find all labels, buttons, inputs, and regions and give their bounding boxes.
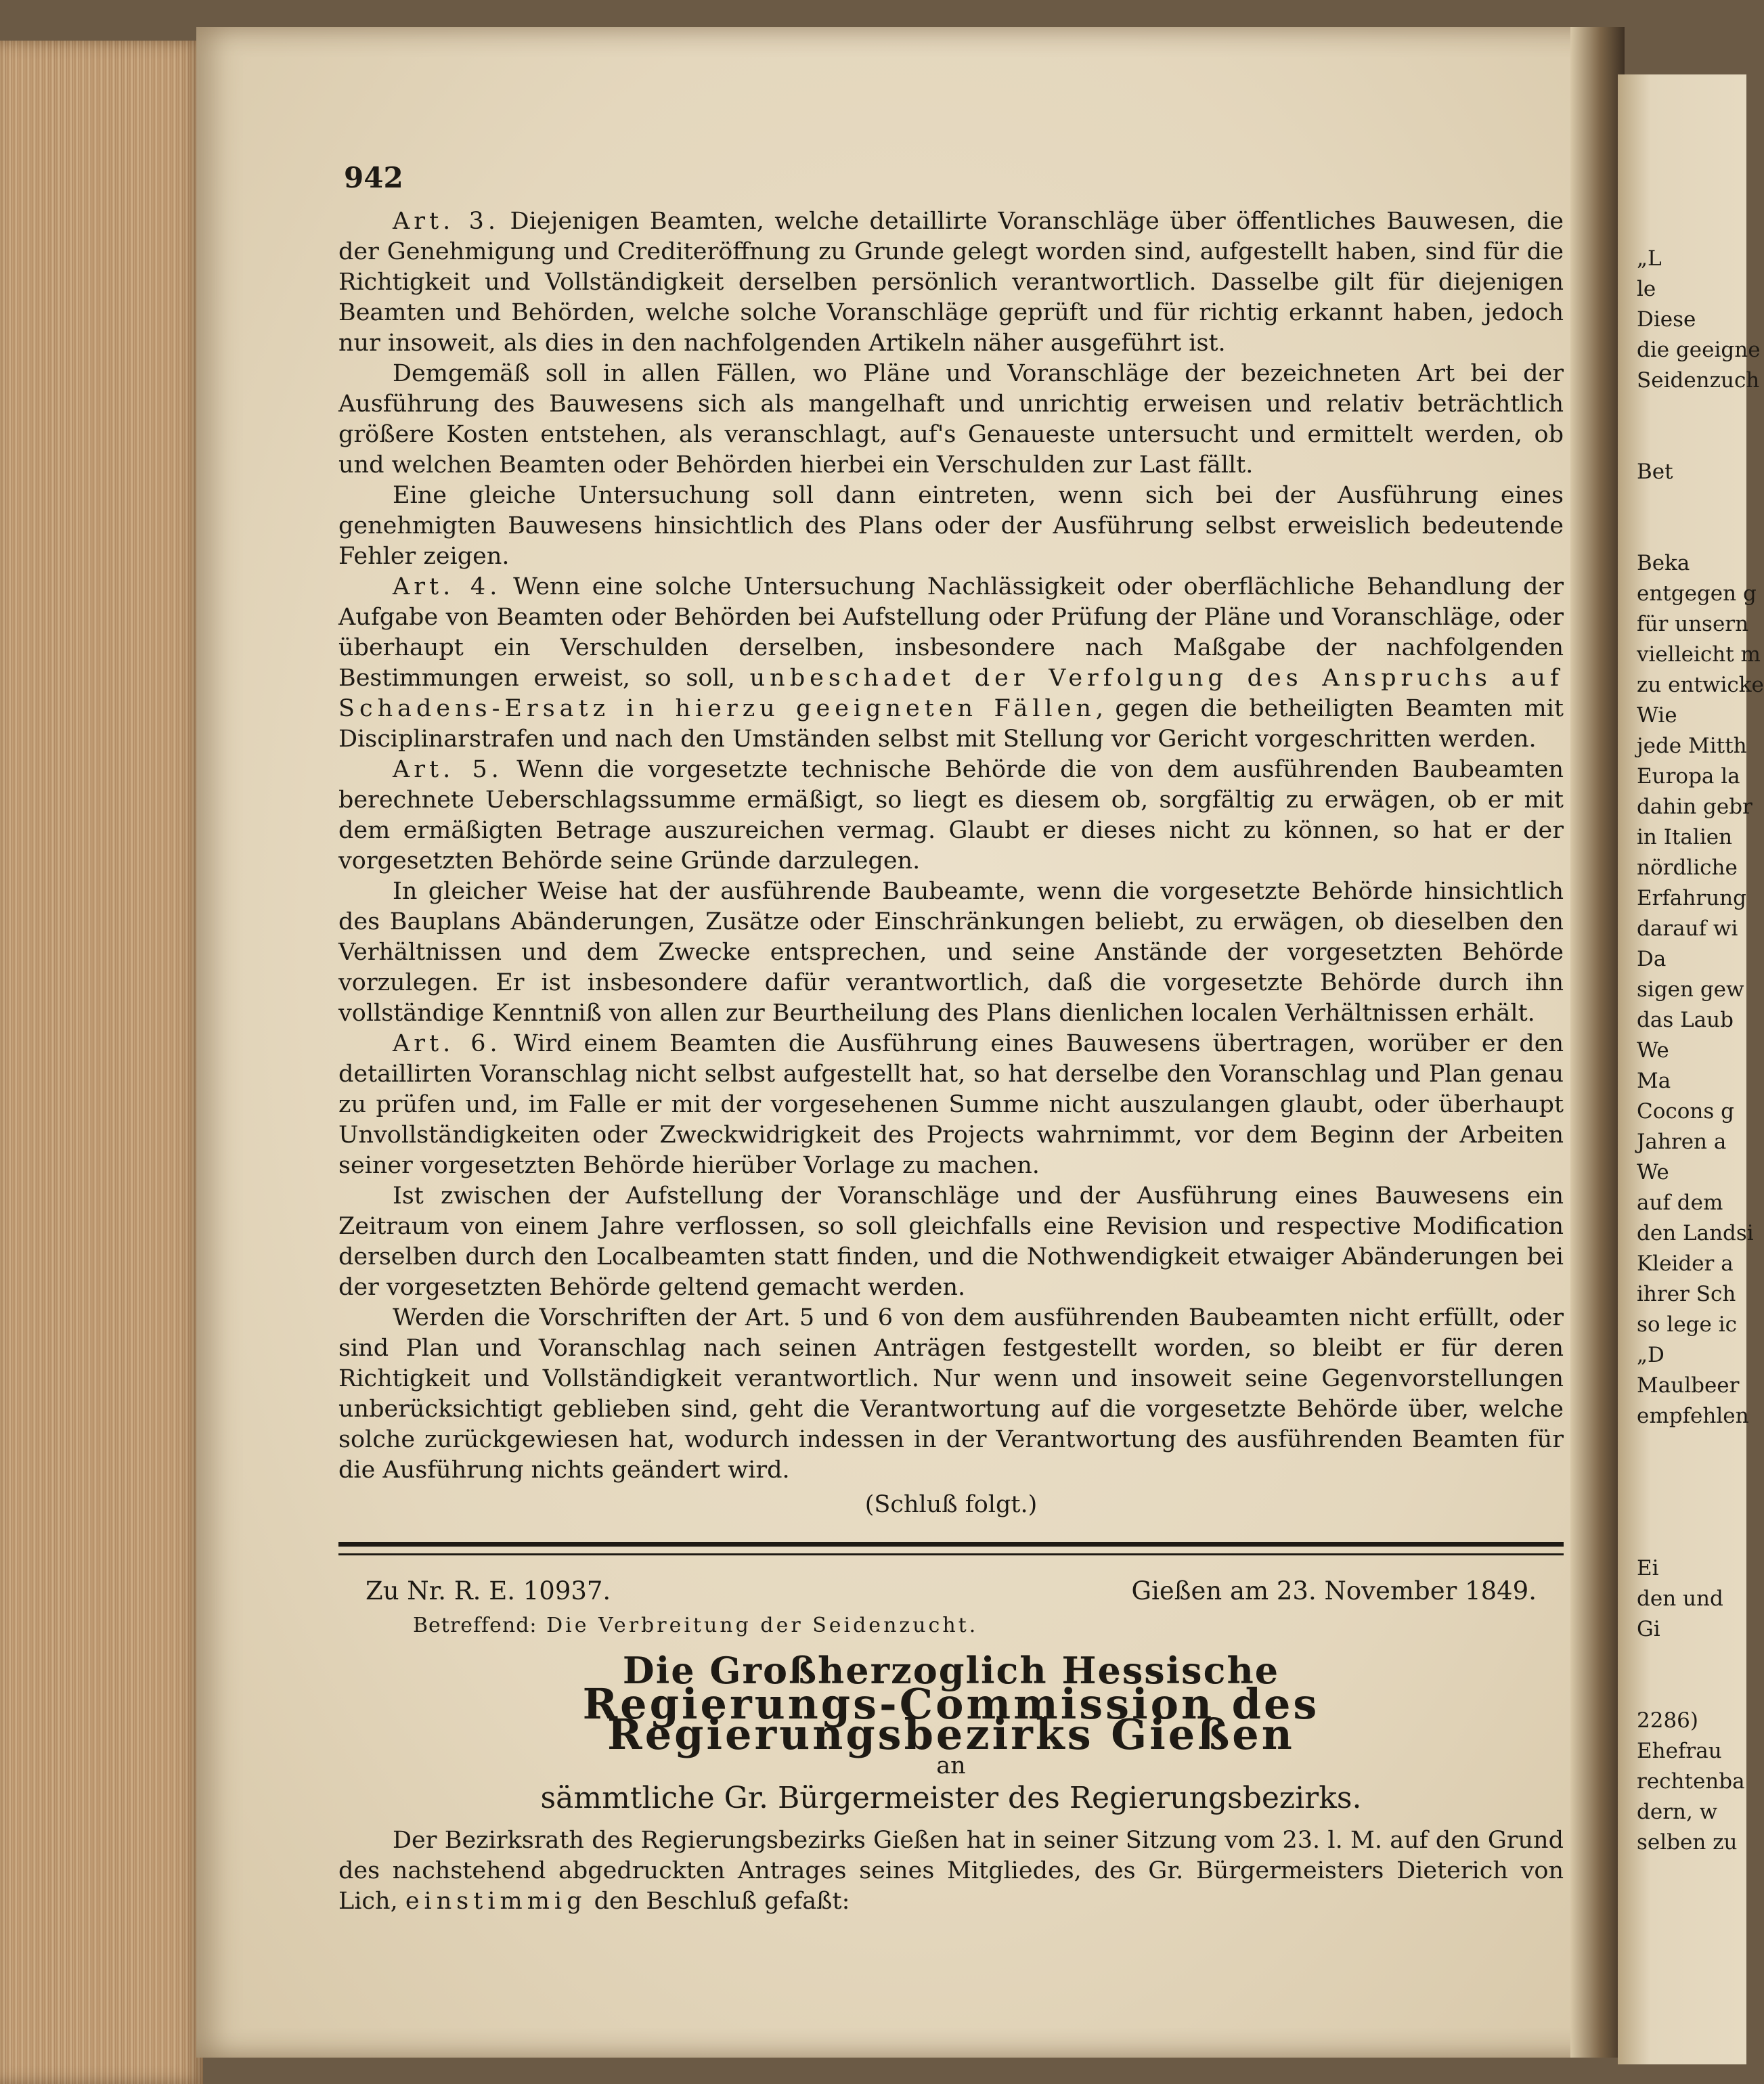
right-page-line: dahin gebr xyxy=(1637,795,1752,819)
reference-number: Zu Nr. R. E. 10937. xyxy=(366,1576,611,1605)
right-page-line: „L xyxy=(1637,246,1662,271)
recipient: sämmtliche Gr. Bürgermeister des Regierungsbezirks. xyxy=(540,1781,1362,1815)
right-page-line: jede Mitth xyxy=(1637,734,1747,758)
right-page-line: Erfahrung xyxy=(1637,886,1746,910)
paragraph-art-5: Art. 5. Wenn die vorgesetzte technische Behörde die von dem ausführenden Baubeamten berechnete Ueberschlagssumme ermäßigt, so liegt es diesem ob, sorgfältig zu erwägen, ob er mit dem ermäßigten Betrage auszureichen vermag. Glaubt er dieses nicht zu können, so hat er der vorgesetzten Behörde seine Gründe darzulegen. xyxy=(338,756,1564,874)
place-date: Gießen am 23. November 1849. xyxy=(1131,1576,1537,1605)
right-page-line: darauf wi xyxy=(1637,916,1738,941)
right-page-line: Bet xyxy=(1637,460,1673,484)
right-page-line: „D xyxy=(1637,1343,1664,1367)
right-page-line xyxy=(1637,1645,1746,1675)
right-page-line: Jahren a xyxy=(1637,1130,1727,1154)
right-page-line xyxy=(1637,487,1746,518)
right-page-line: nördliche xyxy=(1637,856,1738,880)
paragraph: Ist zwischen der Aufstellung der Voranschläge und der Ausführung eines Bauwesens ein Zeitraum von einem Jahre verflossen, so soll gleichfalls eine Revision und respective Modification derselben durch den Localbeamten statt finden, und die Nothwendigkeit etwaiger Abänderungen bei der vorgesetzten Behörde geltend gemacht werden. xyxy=(338,1182,1564,1301)
right-page-line: entgegen g xyxy=(1637,581,1757,606)
right-page-line: ihrer Sch xyxy=(1637,1282,1736,1306)
notice-body: Der Bezirksrath des Regierungsbezirks Gießen hat in seiner Sitzung vom 23. l. M. auf den Grund des nachstehend abgedruckten Antrages seines Mitgliedes, des Gr. Bürgermeisters Dieterich von Lich, einstimmig den Beschluß gefaßt: xyxy=(338,1827,1564,1915)
closing-note: (Schluß folgt.) xyxy=(864,1491,1038,1518)
right-page-line: Wie xyxy=(1637,703,1677,728)
right-page-line: sigen gew xyxy=(1637,977,1744,1002)
article-label: Art. 5. xyxy=(393,756,503,783)
right-page-line: so lege ic xyxy=(1637,1312,1738,1337)
right-page-line: auf dem xyxy=(1637,1191,1723,1215)
right-page-line: Cocons g xyxy=(1637,1099,1734,1124)
paragraph: In gleicher Weise hat der ausführende Baubeamte, wenn die vorgesetzte Behörde hinsichtlich des Bauplans Abänderungen, Zusätze oder Einschränkungen beliebt, zu erwägen, ob dieselben den Verhältnissen und dem Zwecke entsprechen, und seine Anstände der vorgesetzten Behörde vorzulegen. Er ist insbesondere dafür verantwortlich, daß die vorgesetzte Behörde durch ihn vollständige Kenntniß von allen zur Beurtheilung des Plans dienlichen localen Verhältnissen erhält. xyxy=(338,878,1564,1027)
book-gutter xyxy=(1570,27,1625,2058)
right-page-line: Gi xyxy=(1637,1617,1660,1641)
right-page-line: Seidenzuch xyxy=(1637,368,1760,393)
right-page-line: 2286) xyxy=(1637,1708,1698,1733)
right-page-line: Ehefrau xyxy=(1637,1739,1722,1763)
right-page-line xyxy=(1637,1523,1746,1553)
right-page-line xyxy=(1637,426,1746,457)
left-page-text xyxy=(338,162,1564,1917)
right-page-line: Ei xyxy=(1637,1556,1659,1580)
right-page-line: Maulbeer xyxy=(1637,1373,1740,1398)
notice-subject xyxy=(338,1610,1564,1641)
subject-text: Die Verbreitung der Seidenzucht. xyxy=(546,1614,979,1637)
right-page-line: Diese xyxy=(1637,307,1696,332)
authority-line-2: Regierungs-Commission des Regierungsbezirks Gießen xyxy=(582,1679,1320,1759)
article-label: Art. 3. xyxy=(393,208,500,235)
right-page-line: rechtenba xyxy=(1637,1769,1745,1794)
right-page-line: selben zu xyxy=(1637,1830,1738,1855)
right-page-line: empfehlen xyxy=(1637,1404,1749,1428)
right-page-fragments xyxy=(1637,244,1764,1858)
right-page-line: das Laub xyxy=(1637,1008,1734,1032)
paragraph-art-3: Art. 3. Diejenigen Beamten, welche detaillirte Voranschläge über öffentliches Bauwesen, die der Genehmigung und Crediteröffnung zu Grunde gelegt worden sind, aufgestellt haben, sind für die Richtigkeit und Vollständigkeit derselben persönlich verantwortlich. Dasselbe gilt für diejenigen Beamten und Behörden, welche solche Voranschläge geprüft und für richtig erkannt haben, jedoch nur insoweit, als dies in den nachfolgenden Artikeln näher ausgeführt ist. xyxy=(338,208,1564,357)
authority-line-1: Die Großherzoglich Hessische xyxy=(622,1649,1280,1692)
article-label: Art. 4. xyxy=(393,573,502,600)
right-page-line: den Landsi xyxy=(1637,1221,1754,1245)
right-page-line xyxy=(1637,1675,1746,1706)
paragraph-art-6: Art. 6. Wird einem Beamten die Ausführung eines Bauwesens übertragen, worüber er den detaillirten Voranschlag nicht selbst aufgestellt hat, so hat derselbe den Voranschlag und Plan genau zu prüfen und, im Falle er mit der vorgesehenen Summe nicht auszulangen glaubt, oder überhaupt Unvollständigkeiten oder Zweckwidrigkeit des Projects wahrnimmt, vor dem Beginn der Arbeiten seiner vorgesetzten Behörde hierüber Vorlage zu machen. xyxy=(338,1030,1564,1179)
right-page-line: zu entwicke xyxy=(1637,673,1764,697)
right-page-line xyxy=(1637,1432,1746,1462)
right-page-line: le xyxy=(1637,277,1656,301)
notice-header xyxy=(338,1576,1564,1606)
right-page-line: We xyxy=(1637,1160,1669,1184)
right-page-line: Europa la xyxy=(1637,764,1740,789)
right-page-line: für unsern xyxy=(1637,612,1749,636)
emphasized-text: unbeschadet der Verfolgung des Anspruchs auf Schadens-Ersatz in hierzu geeigneten Fällen xyxy=(338,665,1564,722)
right-page-line xyxy=(1637,518,1746,548)
right-page-line: Kleider a xyxy=(1637,1251,1734,1276)
right-page-line xyxy=(1637,1462,1746,1492)
paragraph: Werden die Vorschriften der Art. 5 und 6 von dem ausführenden Baubeamten nicht erfüllt, oder sind Plan und Voranschlag nach seinen Anträgen festgestellt worden, so bleibt er für deren Richtigkeit und Vollständigkeit verantwortlich. Nur wenn und insoweit seine Gegenvorstellungen unberücksichtigt geblieben sind, geht die Verantwortung auf die vorgesetzte Behörde über, welche solche zurückgewiesen hat, wodurch indessen in der Verantwortung des ausführenden Beamten für die Ausführung nichts geändert wird. xyxy=(338,1304,1564,1484)
right-page-line: vielleicht m xyxy=(1637,642,1761,667)
right-page-line: dern, w xyxy=(1637,1800,1718,1824)
page-number: 942 xyxy=(344,161,403,194)
paragraph: Demgemäß soll in allen Fällen, wo Pläne und Voranschläge der bezeichneten Art bei der Ausführung des Bauwesens sich als mangelhaft und unrichtig erweisen und relativ beträchtlich größere Kosten entstehen, als veranschlagt, auf's Genaueste untersucht und ermittelt werden, ob und welchen Beamten oder Behörden hierbei ein Verschulden zur Last fällt. xyxy=(338,360,1564,479)
right-page-line: Ma xyxy=(1637,1069,1671,1093)
right-page-line: in Italien xyxy=(1637,825,1733,849)
right-page-line xyxy=(1637,1492,1746,1523)
paragraph-art-4: Art. 4. Wenn eine solche Untersuchung Nachlässigkeit oder oberflächliche Behandlung der Aufgabe von Beamten oder Behörden bei Aufstellung oder Prüfung der Pläne und Voranschläge, oder überhaupt ein Verschulden derselben, insbesondere nach Maßgabe der nachfolgenden Bestimmungen erweist, so soll, unbeschadet der Verfolgung des Anspruchs auf Schadens-Ersatz in hierzu geeigneten Fällen, gegen die betheiligten Beamten mit Disciplinarstrafen und nach den Umständen selbst mit Stellung vor Gericht vorgeschritten werden. xyxy=(338,573,1564,753)
article-label: Art. 6. xyxy=(393,1030,502,1057)
right-page-line: Beka xyxy=(1637,551,1690,575)
emphasized-text: einstimmig xyxy=(405,1888,587,1915)
addressed-to: an xyxy=(936,1752,966,1779)
right-page-line: Da xyxy=(1637,947,1667,971)
right-page-line: We xyxy=(1637,1038,1669,1063)
right-page-line: den und xyxy=(1637,1587,1723,1611)
subject-label: Betreffend: xyxy=(413,1614,537,1637)
book-page-edges xyxy=(0,41,203,2084)
paragraph: Eine gleiche Untersuchung soll dann eintreten, wenn sich bei der Ausführung eines genehmigten Bauwesens hinsichtlich des Plans oder der Ausführung selbst erweislich bedeutende Fehler zeigen. xyxy=(338,482,1564,570)
section-divider xyxy=(338,1542,1564,1555)
right-page-line: die geeigne xyxy=(1637,338,1761,362)
right-page-line xyxy=(1637,396,1746,426)
